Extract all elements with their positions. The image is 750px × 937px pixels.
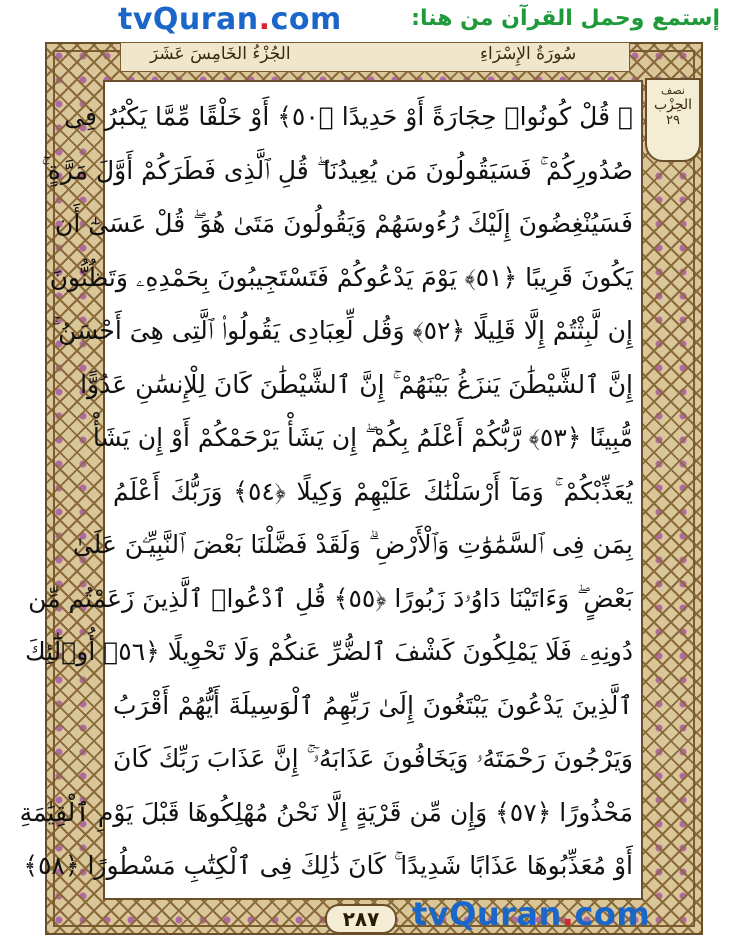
verse-line: إِنَّ ٱلشَّيْطَٰنَ يَنزَغُ بَيْنَهُمْ ۚ إِنَّ ٱلشَّيْطَٰنَ كَانَ لِلْإِنسَٰنِ عَدُوًّا <box>80 369 633 399</box>
verse-line: ۞ قُلْ كُونُوا۟ حِجَارَةً أَوْ حَدِيدًا ﴿٥٠﴾ أَوْ خَلْقًا مِّمَّا يَكْبُرُ فِى <box>64 102 633 131</box>
verse-line: إِن لَّبِثْتُمْ إِلَّا قَلِيلًا ﴿٥٢﴾ وَقُل لِّعِبَادِى يَقُولُوا۟ ٱلَّتِى هِىَ أَحْسَنُ ۚ <box>51 316 633 345</box>
brand-logo-top[interactable] <box>118 2 342 37</box>
brand-dot: . <box>258 2 271 37</box>
verse-line: صُدُورِكُمْ ۚ فَسَيَقُولُونَ مَن يُعِيدُنَا ۖ قُلِ ٱلَّذِى فَطَرَكُمْ أَوَّلَ مَرَّةٍ ۚ <box>41 155 633 185</box>
surah-title: سُورَةُ الإِسْرَاءِ <box>480 44 577 64</box>
verse-line: بَعْضٍ ۖ وَءَاتَيْنَا دَاوُۥدَ زَبُورًا ﴿٥٥﴾ قُلِ ٱدْعُوا۟ ٱلَّذِينَ زَعَمْتُم مِّن <box>28 583 633 613</box>
brand-quran: Quran <box>152 2 259 37</box>
verse-line: يَكُونَ قَرِيبًا ﴿٥١﴾ يَوْمَ يَدْعُوكُمْ فَتَسْتَجِيبُونَ بِحَمْدِهِۦ وَتَظُنُّونَ <box>49 262 633 292</box>
brand-logo-bottom[interactable] <box>412 895 650 933</box>
brand-com: com <box>270 2 342 37</box>
verse-line: دُونِهِۦ فَلَا يَمْلِكُونَ كَشْفَ ٱلضُّرِّ عَنكُمْ وَلَا تَحْوِيلًا ﴿٥٦﴾ أُو۟لَٰٓئِكَ <box>25 637 633 666</box>
verse-line: فَسَيُنْغِضُونَ إِلَيْكَ رُءُوسَهُمْ وَيَقُولُونَ مَتَىٰ هُوَ ۖ قُلْ عَسَىٰٓ أَن <box>55 209 633 238</box>
brand-dot: . <box>561 895 575 933</box>
verse-lines <box>19 90 633 893</box>
verse-line: وَيَرْجُونَ رَحْمَتَهُۥ وَيَخَافُونَ عَذَابَهُۥٓ ۚ إِنَّ عَذَابَ رَبِّكَ كَانَ <box>112 744 633 773</box>
verse-line: بِمَن فِى ٱلسَّمَٰوَٰتِ وَٱلْأَرْضِ ۗ وَلَقَدْ فَضَّلْنَا بَعْضَ ٱلنَّبِيِّـۧنَ عَلَىٰ <box>72 530 633 559</box>
verse-line: ٱلَّذِينَ يَدْعُونَ يَبْتَغُونَ إِلَىٰ رَبِّهِمُ ٱلْوَسِيلَةَ أَيُّهُمْ أَقْرَبُ <box>113 690 633 720</box>
brand-tv: tv <box>412 895 450 933</box>
hizb-marker <box>645 78 701 162</box>
verse-line: مُّبِينًا ﴿٥٣﴾ رَّبُّكُمْ أَعْلَمُ بِكُمْ ۖ إِن يَشَأْ يَرْحَمْكُمْ أَوْ إِن يَشَأْ <box>92 423 633 452</box>
hizb-marker-number: ٢٩ <box>666 113 680 128</box>
verse-line: يُعَذِّبْكُمْ ۚ وَمَآ أَرْسَلْنَٰكَ عَلَيْهِمْ وَكِيلًا ﴿٥٤﴾ وَرَبُّكَ أَعْلَمُ <box>113 476 633 506</box>
brand-tv: tv <box>118 2 153 37</box>
page-number: ٢٨٧ <box>325 904 397 934</box>
hizb-marker-label: الحِزْب <box>653 97 693 113</box>
juz-title: الجُزْءُ الخَامِسَ عَشَرَ <box>150 44 291 64</box>
verse-line: مَحْذُورًا ﴿٥٧﴾ وَإِن مِّن قَرْيَةٍ إِلَّا نَحْنُ مُهْلِكُوهَا قَبْلَ يَوْمِ ٱلْقِيَٰمَةِ <box>19 797 633 827</box>
verse-line: أَوْ مُعَذِّبُوهَا عَذَابًا شَدِيدًا ۚ كَانَ ذَٰلِكَ فِى ٱلْكِتَٰبِ مَسْطُورًا ﴿٥٨﴾ <box>23 851 633 880</box>
hizb-marker-fraction: نصف <box>661 84 685 97</box>
listen-download-slogan: إستمع وحمل القرآن من هنا: <box>411 6 720 31</box>
brand-com: com <box>574 895 651 933</box>
brand-quran: Quran <box>449 895 562 933</box>
